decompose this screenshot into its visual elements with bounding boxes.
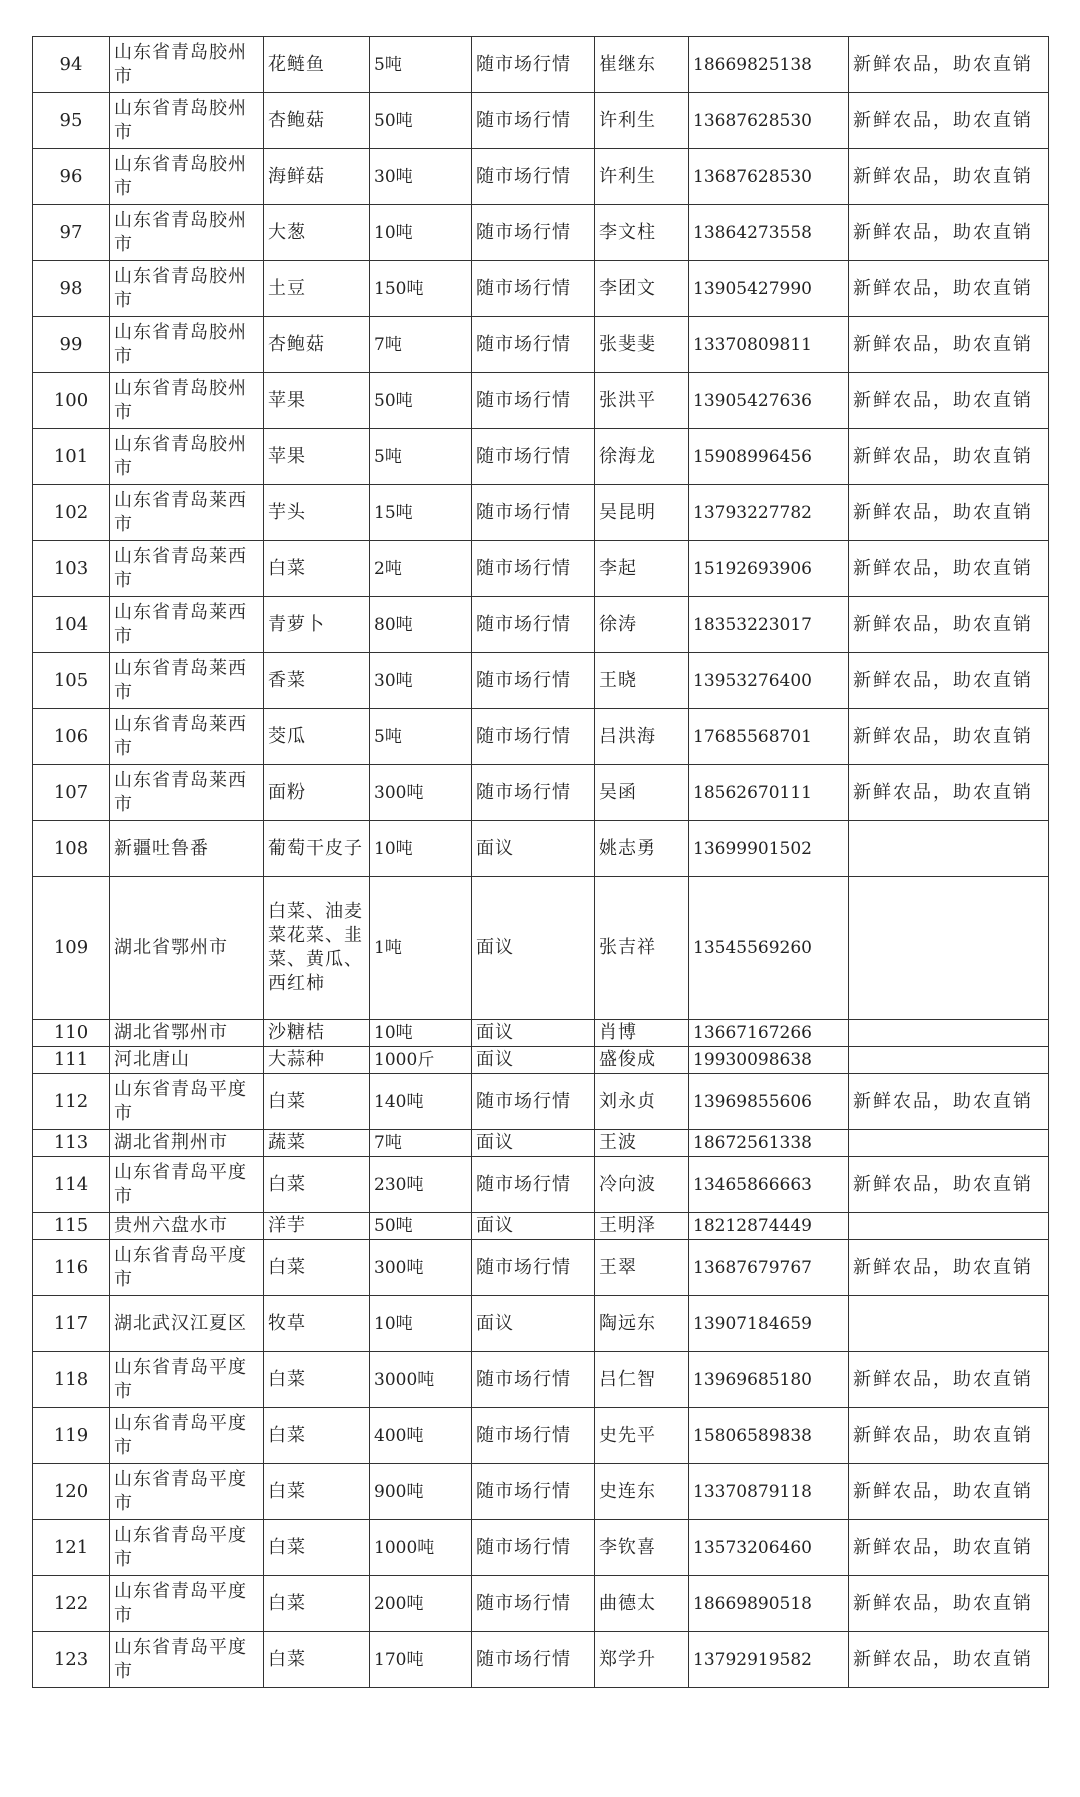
note-cell: 新鲜农品，助农直销 [849, 93, 1049, 149]
quantity-cell: 15吨 [370, 485, 472, 541]
region-cell: 山东省青岛平度市 [110, 1352, 264, 1408]
product-cell: 白菜 [264, 1464, 370, 1520]
note-cell: 新鲜农品，助农直销 [849, 653, 1049, 709]
region-cell: 山东省青岛莱西市 [110, 597, 264, 653]
row-number: 119 [33, 1408, 110, 1464]
region-cell: 湖北省鄂州市 [110, 1020, 264, 1047]
quantity-cell: 200吨 [370, 1576, 472, 1632]
quantity-cell: 140吨 [370, 1074, 472, 1130]
product-cell: 芋头 [264, 485, 370, 541]
phone-cell: 18353223017 [689, 597, 849, 653]
region-cell: 山东省青岛莱西市 [110, 765, 264, 821]
region-cell: 山东省青岛平度市 [110, 1520, 264, 1576]
product-cell: 土豆 [264, 261, 370, 317]
contact-cell: 曲德太 [595, 1576, 689, 1632]
note-cell: 新鲜农品，助农直销 [849, 149, 1049, 205]
table-row [33, 821, 1049, 877]
price-cell: 面议 [472, 1130, 595, 1157]
product-cell: 白菜 [264, 541, 370, 597]
table-row [33, 597, 1049, 653]
table-row [33, 1213, 1049, 1240]
phone-cell: 13687628530 [689, 93, 849, 149]
phone-cell: 13905427636 [689, 373, 849, 429]
region-cell: 山东省青岛莱西市 [110, 709, 264, 765]
contact-cell: 吴昆明 [595, 485, 689, 541]
contact-cell: 姚志勇 [595, 821, 689, 877]
region-cell: 河北唐山 [110, 1047, 264, 1074]
table-row [33, 1464, 1049, 1520]
quantity-cell: 80吨 [370, 597, 472, 653]
quantity-cell: 10吨 [370, 1296, 472, 1352]
row-number: 95 [33, 93, 110, 149]
note-cell: 新鲜农品，助农直销 [849, 205, 1049, 261]
product-cell: 白菜 [264, 1632, 370, 1688]
row-number: 113 [33, 1130, 110, 1157]
price-cell: 随市场行情 [472, 541, 595, 597]
quantity-cell: 230吨 [370, 1157, 472, 1213]
region-cell: 湖北省鄂州市 [110, 877, 264, 1020]
quantity-cell: 10吨 [370, 821, 472, 877]
price-cell: 随市场行情 [472, 709, 595, 765]
table-row [33, 1520, 1049, 1576]
region-cell: 湖北省荆州市 [110, 1130, 264, 1157]
phone-cell: 13687679767 [689, 1240, 849, 1296]
product-cell: 苹果 [264, 429, 370, 485]
region-cell: 山东省青岛莱西市 [110, 541, 264, 597]
row-number: 122 [33, 1576, 110, 1632]
phone-cell: 19930098638 [689, 1047, 849, 1074]
phone-cell: 13907184659 [689, 1296, 849, 1352]
contact-cell: 李起 [595, 541, 689, 597]
phone-cell: 18562670111 [689, 765, 849, 821]
price-cell: 随市场行情 [472, 429, 595, 485]
phone-cell: 15908996456 [689, 429, 849, 485]
price-cell: 随市场行情 [472, 373, 595, 429]
note-cell: 新鲜农品，助农直销 [849, 1520, 1049, 1576]
contact-cell: 崔继东 [595, 37, 689, 93]
note-cell [849, 821, 1049, 877]
table-row [33, 317, 1049, 373]
row-number: 104 [33, 597, 110, 653]
region-cell: 新疆吐鲁番 [110, 821, 264, 877]
row-number: 117 [33, 1296, 110, 1352]
row-number: 118 [33, 1352, 110, 1408]
price-cell: 面议 [472, 1296, 595, 1352]
table-row [33, 1020, 1049, 1047]
price-cell: 随市场行情 [472, 1240, 595, 1296]
row-number: 115 [33, 1213, 110, 1240]
product-cell: 茭瓜 [264, 709, 370, 765]
contact-cell: 王明泽 [595, 1213, 689, 1240]
quantity-cell: 30吨 [370, 653, 472, 709]
product-cell: 大葱 [264, 205, 370, 261]
table-row [33, 1576, 1049, 1632]
quantity-cell: 50吨 [370, 93, 472, 149]
product-cell: 牧草 [264, 1296, 370, 1352]
quantity-cell: 5吨 [370, 709, 472, 765]
product-cell: 白菜 [264, 1240, 370, 1296]
price-cell: 随市场行情 [472, 1464, 595, 1520]
region-cell: 山东省青岛平度市 [110, 1240, 264, 1296]
region-cell: 山东省青岛平度市 [110, 1074, 264, 1130]
contact-cell: 徐涛 [595, 597, 689, 653]
contact-cell: 肖博 [595, 1020, 689, 1047]
note-cell: 新鲜农品，助农直销 [849, 261, 1049, 317]
product-cell: 花鲢鱼 [264, 37, 370, 93]
price-cell: 随市场行情 [472, 1576, 595, 1632]
table-row [33, 149, 1049, 205]
row-number: 98 [33, 261, 110, 317]
contact-cell: 张吉祥 [595, 877, 689, 1020]
product-cell: 洋芋 [264, 1213, 370, 1240]
quantity-cell: 10吨 [370, 205, 472, 261]
price-cell: 面议 [472, 821, 595, 877]
contact-cell: 吴函 [595, 765, 689, 821]
region-cell: 山东省青岛平度市 [110, 1632, 264, 1688]
note-cell: 新鲜农品，助农直销 [849, 1157, 1049, 1213]
contact-cell: 吕仁智 [595, 1352, 689, 1408]
row-number: 121 [33, 1520, 110, 1576]
phone-cell: 18672561338 [689, 1130, 849, 1157]
table-row [33, 1408, 1049, 1464]
region-cell: 山东省青岛莱西市 [110, 485, 264, 541]
price-cell: 面议 [472, 1020, 595, 1047]
region-cell: 山东省青岛平度市 [110, 1408, 264, 1464]
note-cell: 新鲜农品，助农直销 [849, 485, 1049, 541]
phone-cell: 15806589838 [689, 1408, 849, 1464]
note-cell [849, 1047, 1049, 1074]
price-cell: 随市场行情 [472, 1157, 595, 1213]
row-number: 116 [33, 1240, 110, 1296]
contact-cell: 刘永贞 [595, 1074, 689, 1130]
product-cell: 海鲜菇 [264, 149, 370, 205]
region-cell: 山东省青岛胶州市 [110, 373, 264, 429]
quantity-cell: 170吨 [370, 1632, 472, 1688]
row-number: 103 [33, 541, 110, 597]
price-cell: 随市场行情 [472, 485, 595, 541]
contact-cell: 盛俊成 [595, 1047, 689, 1074]
price-cell: 随市场行情 [472, 1632, 595, 1688]
product-cell: 葡萄干皮子 [264, 821, 370, 877]
product-cell: 白菜 [264, 1408, 370, 1464]
row-number: 96 [33, 149, 110, 205]
quantity-cell: 5吨 [370, 429, 472, 485]
product-cell: 青萝卜 [264, 597, 370, 653]
table-row [33, 1157, 1049, 1213]
contact-cell: 李文柱 [595, 205, 689, 261]
row-number: 123 [33, 1632, 110, 1688]
phone-cell: 15192693906 [689, 541, 849, 597]
row-number: 111 [33, 1047, 110, 1074]
region-cell: 山东省青岛平度市 [110, 1464, 264, 1520]
table-row [33, 709, 1049, 765]
note-cell: 新鲜农品，助农直销 [849, 1352, 1049, 1408]
region-cell: 山东省青岛胶州市 [110, 93, 264, 149]
quantity-cell: 150吨 [370, 261, 472, 317]
phone-cell: 13667167266 [689, 1020, 849, 1047]
quantity-cell: 7吨 [370, 1130, 472, 1157]
table-row [33, 93, 1049, 149]
table-row [33, 1240, 1049, 1296]
product-cell: 白菜、油麦菜花菜、韭菜、黄瓜、西红柿 [264, 877, 370, 1020]
table-row [33, 1130, 1049, 1157]
contact-cell: 王波 [595, 1130, 689, 1157]
phone-cell: 13699901502 [689, 821, 849, 877]
product-cell: 苹果 [264, 373, 370, 429]
note-cell: 新鲜农品，助农直销 [849, 1632, 1049, 1688]
region-cell: 山东省青岛胶州市 [110, 205, 264, 261]
quantity-cell: 30吨 [370, 149, 472, 205]
note-cell: 新鲜农品，助农直销 [849, 37, 1049, 93]
table-row [33, 541, 1049, 597]
price-cell: 面议 [472, 1047, 595, 1074]
quantity-cell: 50吨 [370, 373, 472, 429]
price-cell: 面议 [472, 877, 595, 1020]
region-cell: 山东省青岛胶州市 [110, 261, 264, 317]
contact-cell: 吕洪海 [595, 709, 689, 765]
note-cell [849, 1130, 1049, 1157]
contact-cell: 张斐斐 [595, 317, 689, 373]
contact-cell: 史先平 [595, 1408, 689, 1464]
region-cell: 湖北武汉江夏区 [110, 1296, 264, 1352]
row-number: 94 [33, 37, 110, 93]
price-cell: 随市场行情 [472, 149, 595, 205]
price-cell: 随市场行情 [472, 765, 595, 821]
supply-table [32, 36, 1049, 1688]
table-row [33, 1047, 1049, 1074]
note-cell: 新鲜农品，助农直销 [849, 1408, 1049, 1464]
phone-cell: 13953276400 [689, 653, 849, 709]
contact-cell: 许利生 [595, 93, 689, 149]
contact-cell: 李钦喜 [595, 1520, 689, 1576]
note-cell [849, 1020, 1049, 1047]
row-number: 112 [33, 1074, 110, 1130]
phone-cell: 13792919582 [689, 1632, 849, 1688]
note-cell: 新鲜农品，助农直销 [849, 541, 1049, 597]
note-cell: 新鲜农品，助农直销 [849, 1464, 1049, 1520]
note-cell [849, 1213, 1049, 1240]
price-cell: 随市场行情 [472, 1408, 595, 1464]
quantity-cell: 2吨 [370, 541, 472, 597]
quantity-cell: 1吨 [370, 877, 472, 1020]
table-row [33, 1632, 1049, 1688]
price-cell: 随市场行情 [472, 653, 595, 709]
row-number: 101 [33, 429, 110, 485]
table-row [33, 429, 1049, 485]
price-cell: 随市场行情 [472, 93, 595, 149]
row-number: 99 [33, 317, 110, 373]
row-number: 102 [33, 485, 110, 541]
price-cell: 随市场行情 [472, 597, 595, 653]
quantity-cell: 900吨 [370, 1464, 472, 1520]
contact-cell: 史连东 [595, 1464, 689, 1520]
table-row [33, 37, 1049, 93]
phone-cell: 13573206460 [689, 1520, 849, 1576]
product-cell: 杏鲍菇 [264, 93, 370, 149]
table-row [33, 1074, 1049, 1130]
table-body [33, 37, 1049, 1688]
product-cell: 白菜 [264, 1520, 370, 1576]
phone-cell: 13370809811 [689, 317, 849, 373]
product-cell: 白菜 [264, 1157, 370, 1213]
phone-cell: 18212874449 [689, 1213, 849, 1240]
quantity-cell: 300吨 [370, 1240, 472, 1296]
price-cell: 随市场行情 [472, 1074, 595, 1130]
row-number: 110 [33, 1020, 110, 1047]
row-number: 109 [33, 877, 110, 1020]
phone-cell: 13905427990 [689, 261, 849, 317]
table-row [33, 485, 1049, 541]
region-cell: 山东省青岛莱西市 [110, 653, 264, 709]
note-cell: 新鲜农品，助农直销 [849, 373, 1049, 429]
note-cell: 新鲜农品，助农直销 [849, 765, 1049, 821]
phone-cell: 18669825138 [689, 37, 849, 93]
quantity-cell: 1000斤 [370, 1047, 472, 1074]
contact-cell: 冷向波 [595, 1157, 689, 1213]
quantity-cell: 1000吨 [370, 1520, 472, 1576]
row-number: 106 [33, 709, 110, 765]
row-number: 100 [33, 373, 110, 429]
product-cell: 白菜 [264, 1576, 370, 1632]
product-cell: 白菜 [264, 1074, 370, 1130]
quantity-cell: 3000吨 [370, 1352, 472, 1408]
note-cell [849, 1296, 1049, 1352]
note-cell [849, 877, 1049, 1020]
product-cell: 面粉 [264, 765, 370, 821]
contact-cell: 李团文 [595, 261, 689, 317]
price-cell: 随市场行情 [472, 1352, 595, 1408]
phone-cell: 13465866663 [689, 1157, 849, 1213]
region-cell: 山东省青岛胶州市 [110, 429, 264, 485]
table-row [33, 205, 1049, 261]
product-cell: 大蒜种 [264, 1047, 370, 1074]
note-cell: 新鲜农品，助农直销 [849, 317, 1049, 373]
contact-cell: 王翠 [595, 1240, 689, 1296]
note-cell: 新鲜农品，助农直销 [849, 1240, 1049, 1296]
quantity-cell: 10吨 [370, 1020, 472, 1047]
price-cell: 随市场行情 [472, 1520, 595, 1576]
note-cell: 新鲜农品，助农直销 [849, 709, 1049, 765]
phone-cell: 17685568701 [689, 709, 849, 765]
contact-cell: 许利生 [595, 149, 689, 205]
row-number: 120 [33, 1464, 110, 1520]
region-cell: 山东省青岛胶州市 [110, 317, 264, 373]
phone-cell: 13969855606 [689, 1074, 849, 1130]
product-cell: 蔬菜 [264, 1130, 370, 1157]
region-cell: 山东省青岛平度市 [110, 1157, 264, 1213]
price-cell: 随市场行情 [472, 37, 595, 93]
contact-cell: 郑学升 [595, 1632, 689, 1688]
note-cell: 新鲜农品，助农直销 [849, 1576, 1049, 1632]
phone-cell: 13969685180 [689, 1352, 849, 1408]
region-cell: 山东省青岛胶州市 [110, 149, 264, 205]
contact-cell: 陶远东 [595, 1296, 689, 1352]
table-row [33, 261, 1049, 317]
quantity-cell: 400吨 [370, 1408, 472, 1464]
phone-cell: 13793227782 [689, 485, 849, 541]
phone-cell: 13370879118 [689, 1464, 849, 1520]
row-number: 97 [33, 205, 110, 261]
phone-cell: 13687628530 [689, 149, 849, 205]
row-number: 108 [33, 821, 110, 877]
table-row [33, 1352, 1049, 1408]
region-cell: 贵州六盘水市 [110, 1213, 264, 1240]
note-cell: 新鲜农品，助农直销 [849, 429, 1049, 485]
table-row [33, 1296, 1049, 1352]
price-cell: 随市场行情 [472, 261, 595, 317]
table-row [33, 765, 1049, 821]
table-row [33, 877, 1049, 1020]
price-cell: 随市场行情 [472, 205, 595, 261]
quantity-cell: 7吨 [370, 317, 472, 373]
table-row [33, 373, 1049, 429]
contact-cell: 徐海龙 [595, 429, 689, 485]
product-cell: 沙糖桔 [264, 1020, 370, 1047]
supply-table-sheet [32, 36, 1049, 1688]
product-cell: 香菜 [264, 653, 370, 709]
phone-cell: 18669890518 [689, 1576, 849, 1632]
product-cell: 杏鲍菇 [264, 317, 370, 373]
row-number: 114 [33, 1157, 110, 1213]
contact-cell: 王晓 [595, 653, 689, 709]
phone-cell: 13864273558 [689, 205, 849, 261]
row-number: 107 [33, 765, 110, 821]
note-cell: 新鲜农品，助农直销 [849, 597, 1049, 653]
quantity-cell: 5吨 [370, 37, 472, 93]
region-cell: 山东省青岛平度市 [110, 1576, 264, 1632]
phone-cell: 13545569260 [689, 877, 849, 1020]
row-number: 105 [33, 653, 110, 709]
price-cell: 面议 [472, 1213, 595, 1240]
table-row [33, 653, 1049, 709]
quantity-cell: 300吨 [370, 765, 472, 821]
contact-cell: 张洪平 [595, 373, 689, 429]
note-cell: 新鲜农品，助农直销 [849, 1074, 1049, 1130]
price-cell: 随市场行情 [472, 317, 595, 373]
product-cell: 白菜 [264, 1352, 370, 1408]
quantity-cell: 50吨 [370, 1213, 472, 1240]
region-cell: 山东省青岛胶州市 [110, 37, 264, 93]
